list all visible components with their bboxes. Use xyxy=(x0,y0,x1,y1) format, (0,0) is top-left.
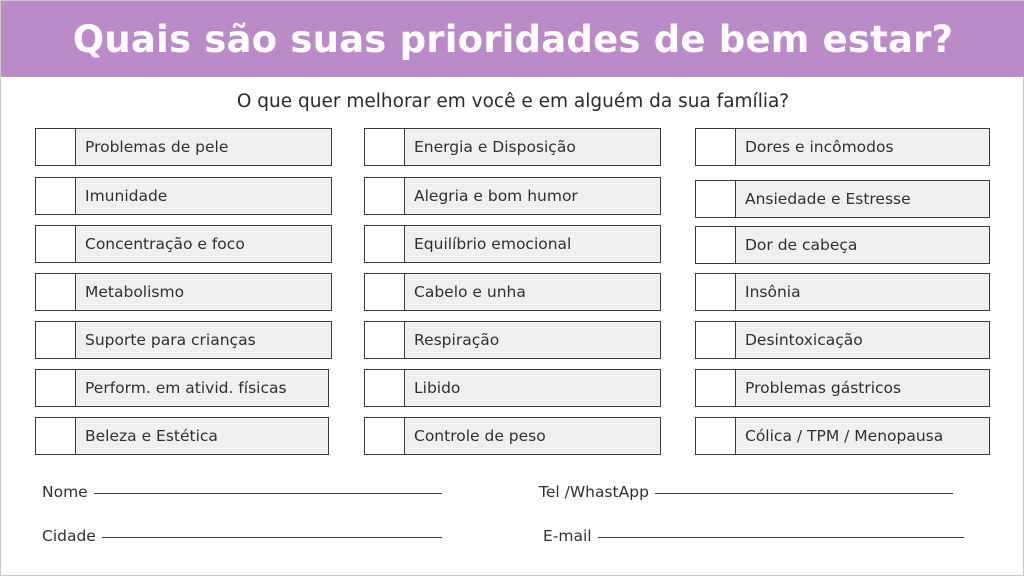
option-label: Controle de peso xyxy=(405,418,660,454)
checkbox[interactable] xyxy=(696,370,736,406)
checkbox[interactable] xyxy=(696,129,736,165)
nome-line[interactable] xyxy=(94,492,442,494)
option-perform-ativid-fisicas[interactable] xyxy=(35,369,329,407)
option-label: Problemas de pele xyxy=(76,129,331,165)
option-label: Alegria e bom humor xyxy=(405,178,660,214)
option-label: Equilíbrio emocional xyxy=(405,226,660,262)
option-beleza-e-estetica[interactable] xyxy=(35,417,329,455)
option-label: Problemas gástricos xyxy=(736,370,989,406)
checkbox[interactable] xyxy=(365,322,405,358)
option-dor-de-cabeca[interactable] xyxy=(695,226,990,264)
page-subtitle: O que quer melhorar em você e em alguém da sua família? xyxy=(236,91,790,112)
option-label: Suporte para crianças xyxy=(76,322,331,358)
option-problemas-gastricos[interactable] xyxy=(695,369,990,407)
checkbox[interactable] xyxy=(365,370,405,406)
checkbox[interactable] xyxy=(696,181,736,217)
tel-label: Tel /WhastApp xyxy=(539,483,649,501)
checkbox[interactable] xyxy=(365,178,405,214)
option-desintoxicacao[interactable] xyxy=(695,321,990,359)
option-concentracao-e-foco[interactable] xyxy=(35,225,332,263)
option-libido[interactable] xyxy=(364,369,661,407)
option-energia-e-disposicao[interactable] xyxy=(364,128,661,166)
email-line[interactable] xyxy=(598,536,964,538)
option-label: Desintoxicação xyxy=(736,322,989,358)
option-respiracao[interactable] xyxy=(364,321,661,359)
checkbox[interactable] xyxy=(36,322,76,358)
email-label: E-mail xyxy=(543,527,592,545)
checkbox[interactable] xyxy=(696,274,736,310)
option-label: Cabelo e unha xyxy=(405,274,660,310)
option-label: Energia e Disposição xyxy=(405,129,660,165)
option-problemas-de-pele[interactable] xyxy=(35,128,332,166)
checkbox[interactable] xyxy=(365,129,405,165)
checkbox[interactable] xyxy=(36,129,76,165)
option-label: Insônia xyxy=(736,274,989,310)
nome-label: Nome xyxy=(42,483,88,501)
option-cabelo-e-unha[interactable] xyxy=(364,273,661,311)
tel-field[interactable] xyxy=(539,483,953,501)
checkbox[interactable] xyxy=(36,274,76,310)
cidade-line[interactable] xyxy=(102,536,442,538)
option-alegria-e-bom-humor[interactable] xyxy=(364,177,661,215)
checkbox[interactable] xyxy=(696,227,736,263)
option-label: Perform. em ativid. físicas xyxy=(76,370,328,406)
checkbox[interactable] xyxy=(365,226,405,262)
option-colica-tpm-menopausa[interactable] xyxy=(695,417,990,455)
cidade-label: Cidade xyxy=(42,527,96,545)
option-ansiedade-e-estresse[interactable] xyxy=(695,180,990,218)
checkbox[interactable] xyxy=(36,418,76,454)
checkbox[interactable] xyxy=(365,418,405,454)
option-suporte-para-criancas[interactable] xyxy=(35,321,332,359)
checkbox[interactable] xyxy=(365,274,405,310)
checkbox[interactable] xyxy=(36,226,76,262)
option-dores-e-incomodos[interactable] xyxy=(695,128,990,166)
option-label: Libido xyxy=(405,370,660,406)
option-controle-de-peso[interactable] xyxy=(364,417,661,455)
option-label: Metabolismo xyxy=(76,274,331,310)
checkbox[interactable] xyxy=(696,322,736,358)
option-label: Concentração e foco xyxy=(76,226,331,262)
checkbox[interactable] xyxy=(36,178,76,214)
option-imunidade[interactable] xyxy=(35,177,332,215)
page-title: Quais são suas prioridades de bem estar? xyxy=(72,17,954,61)
nome-field[interactable] xyxy=(42,483,442,501)
header-banner xyxy=(1,1,1024,77)
email-field[interactable] xyxy=(543,527,964,545)
option-label: Dor de cabeça xyxy=(736,227,989,263)
tel-line[interactable] xyxy=(655,492,953,494)
option-metabolismo[interactable] xyxy=(35,273,332,311)
checkbox[interactable] xyxy=(36,370,76,406)
checkbox[interactable] xyxy=(696,418,736,454)
option-label: Ansiedade e Estresse xyxy=(736,181,989,217)
option-label: Beleza e Estética xyxy=(76,418,328,454)
option-label: Respiração xyxy=(405,322,660,358)
option-label: Imunidade xyxy=(76,178,331,214)
option-label: Cólica / TPM / Menopausa xyxy=(736,418,989,454)
option-equilibrio-emocional[interactable] xyxy=(364,225,661,263)
option-insonia[interactable] xyxy=(695,273,990,311)
cidade-field[interactable] xyxy=(42,527,442,545)
option-label: Dores e incômodos xyxy=(736,129,989,165)
